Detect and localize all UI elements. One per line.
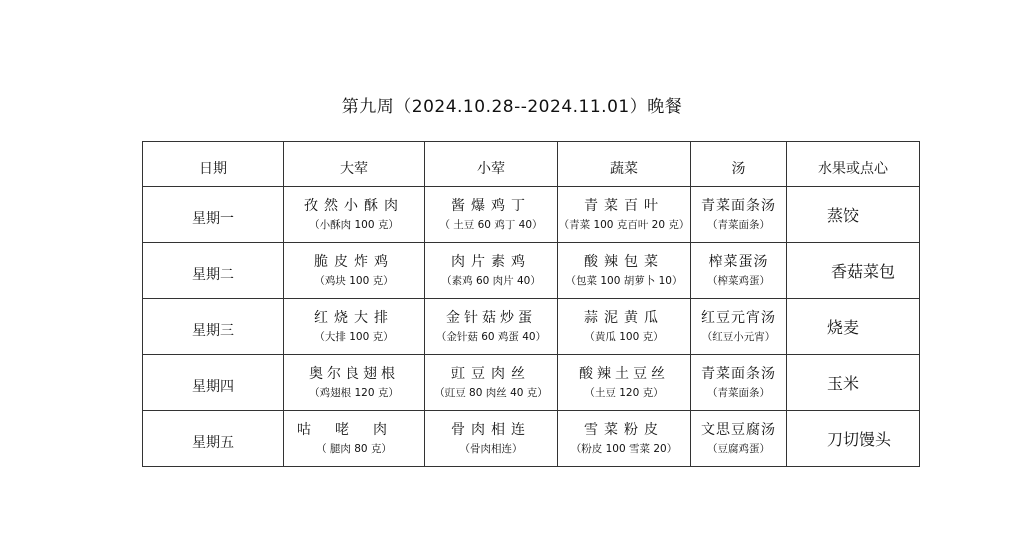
dish-name: 孜然小酥肉 <box>304 197 404 214</box>
dish-name: 肉片素鸡 <box>451 253 531 270</box>
ingredients: （黄瓜 100 克） <box>584 330 664 343</box>
dahun-cell <box>284 187 425 243</box>
fruit-label: 蒸饺 <box>827 206 860 225</box>
dish-name: 蒜泥黄瓜 <box>584 309 664 326</box>
dish-name: 奥尔良翅根 <box>309 365 399 382</box>
soup-cell <box>691 187 787 243</box>
dahun-cell <box>284 299 425 355</box>
ingredients: （ 腿肉 80 克） <box>316 442 392 455</box>
soup-cell <box>691 355 787 411</box>
table-row <box>143 355 920 411</box>
ingredients: （鸡翅根 120 克） <box>309 386 399 399</box>
fruit-cell <box>787 187 920 243</box>
dish-name: 豇豆肉丝 <box>451 365 531 382</box>
ingredients: （素鸡 60 肉片 40） <box>441 274 541 287</box>
soup-cell <box>691 299 787 355</box>
fruit-cell <box>787 355 920 411</box>
day-label: 星期三 <box>192 322 234 339</box>
dish-name: 金针菇炒蛋 <box>446 309 536 326</box>
table-row <box>143 299 920 355</box>
dish-name: 红豆元宵汤 <box>701 309 776 326</box>
dish-name: 雪菜粉皮 <box>584 421 664 438</box>
day-cell <box>143 299 284 355</box>
fruit-label: 香菇菜包 <box>831 262 896 281</box>
day-cell <box>143 187 284 243</box>
dahun-cell <box>284 243 425 299</box>
page-title: 第九周（2024.10.28--2024.11.01）晚餐 <box>341 97 683 117</box>
ingredients: （金针菇 60 鸡蛋 40） <box>435 330 547 343</box>
xiaohun-cell <box>425 243 558 299</box>
dish-name: 酸辣土豆丝 <box>579 365 669 382</box>
fruit-cell <box>787 411 920 467</box>
dish-name: 酱爆鸡丁 <box>451 197 531 214</box>
day-label: 星期四 <box>192 378 234 395</box>
dahun-cell <box>284 355 425 411</box>
header-vegetable: 蔬菜 <box>558 142 691 187</box>
vegetable-cell <box>558 187 691 243</box>
dish-name: 红烧大排 <box>314 309 394 326</box>
dish-name: 青菜面条汤 <box>701 197 776 214</box>
ingredients: （青菜 100 克百叶 20 克） <box>558 218 690 231</box>
day-cell <box>143 411 284 467</box>
table-row <box>143 187 920 243</box>
xiaohun-cell <box>425 411 558 467</box>
dish-name: 骨肉相连 <box>451 421 531 438</box>
ingredients: （粉皮 100 雪菜 20） <box>570 442 678 455</box>
ingredients: （青菜面条） <box>707 386 770 399</box>
vegetable-cell <box>558 243 691 299</box>
day-label: 星期五 <box>192 434 234 451</box>
ingredients: （小酥肉 100 克） <box>309 218 399 231</box>
table-row <box>143 243 920 299</box>
vegetable-cell <box>558 355 691 411</box>
dish-name: 咕咾肉 <box>297 421 411 438</box>
ingredients: （青菜面条） <box>707 218 770 231</box>
fruit-label: 刀切馒头 <box>827 430 892 449</box>
table-row <box>143 411 920 467</box>
dish-name: 脆皮炸鸡 <box>314 253 394 270</box>
menu-table <box>142 141 920 467</box>
header-fruit: 水果或点心 <box>787 142 920 187</box>
ingredients: （豆腐鸡蛋） <box>707 442 770 455</box>
ingredients: （鸡块 100 克） <box>314 274 394 287</box>
ingredients: （榨菜鸡蛋） <box>707 274 770 287</box>
ingredients: （红豆小元宵） <box>701 330 776 343</box>
fruit-label: 玉米 <box>827 374 860 393</box>
xiaohun-cell <box>425 299 558 355</box>
dish-name: 酸辣包菜 <box>584 253 664 270</box>
day-cell <box>143 243 284 299</box>
xiaohun-cell <box>425 355 558 411</box>
day-label: 星期一 <box>192 210 234 227</box>
header-date: 日期 <box>143 142 284 187</box>
header-dahun: 大荤 <box>284 142 425 187</box>
dish-name: 榨菜蛋汤 <box>708 253 769 270</box>
ingredients: （土豆 120 克） <box>584 386 664 399</box>
dish-name: 青菜百叶 <box>584 197 664 214</box>
ingredients: （大排 100 克） <box>314 330 394 343</box>
fruit-label: 烧麦 <box>827 318 860 337</box>
soup-cell <box>691 243 787 299</box>
header-xiaohun: 小荤 <box>425 142 558 187</box>
soup-cell <box>691 411 787 467</box>
header-soup: 汤 <box>691 142 787 187</box>
vegetable-cell <box>558 299 691 355</box>
ingredients: （ 土豆 60 鸡丁 40） <box>439 218 543 231</box>
ingredients: （包菜 100 胡萝卜 10） <box>565 274 683 287</box>
dish-name: 青菜面条汤 <box>701 365 776 382</box>
day-cell <box>143 355 284 411</box>
header-row <box>143 142 920 187</box>
fruit-cell <box>787 299 920 355</box>
ingredients: （豇豆 80 肉丝 40 克） <box>434 386 548 399</box>
ingredients: （骨肉相连） <box>459 442 523 455</box>
fruit-cell <box>787 243 920 299</box>
vegetable-cell <box>558 411 691 467</box>
dish-name: 文思豆腐汤 <box>701 421 776 438</box>
xiaohun-cell <box>425 187 558 243</box>
dahun-cell <box>284 411 425 467</box>
day-label: 星期二 <box>192 266 234 283</box>
